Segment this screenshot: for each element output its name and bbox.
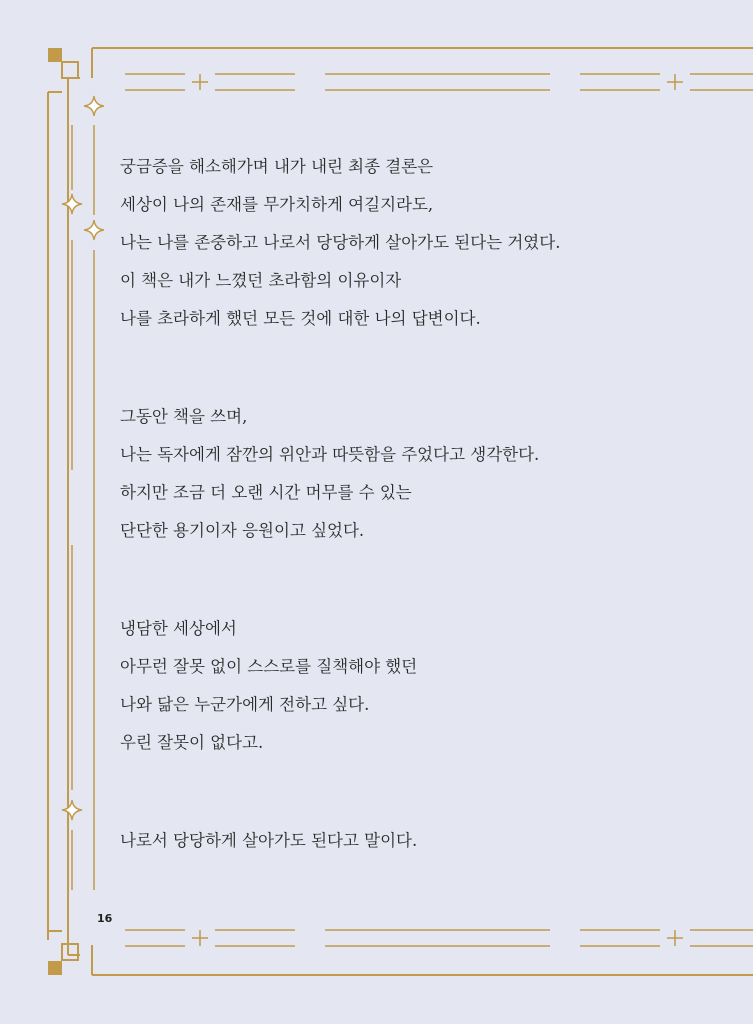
paragraph-gap — [120, 338, 740, 398]
sparkle-star-icon — [84, 96, 104, 116]
text-line: 나를 초라하게 했던 모든 것에 대한 나의 답변이다. — [120, 309, 481, 328]
text-line: 하지만 조금 더 오랜 시간 머무를 수 있는 — [120, 483, 412, 502]
text-line: 나와 닮은 누군가에게 전하고 싶다. — [120, 695, 370, 714]
text-line: 냉담한 세상에서 — [120, 619, 237, 638]
corner-square-bottom — [48, 961, 62, 975]
sparkle-star-icon — [62, 194, 82, 214]
text-line: 단단한 용기이자 응원이고 싶었다. — [120, 521, 365, 540]
body-text — [120, 148, 740, 860]
paragraph — [120, 148, 740, 338]
text-line: 그동안 책을 쓰며, — [120, 407, 248, 426]
paragraph — [120, 610, 740, 762]
corner-square-top — [48, 48, 62, 62]
text-line: 이 책은 내가 느꼈던 초라함의 이유이자 — [120, 271, 402, 290]
text-line: 우린 잘못이 없다고. — [120, 733, 264, 752]
sparkle-star-icon — [84, 220, 104, 240]
paragraph-gap — [120, 762, 740, 822]
text-line: 아무런 잘못 없이 스스로를 질책해야 했던 — [120, 657, 418, 676]
text-line: 나는 독자에게 잠깐의 위안과 따뜻함을 주었다고 생각한다. — [120, 445, 540, 464]
paragraph — [120, 822, 740, 860]
paragraph-gap — [120, 550, 740, 610]
sparkle-star-icon — [62, 800, 82, 820]
page-number: 16 — [97, 912, 113, 925]
text-line: 궁금증을 해소해가며 내가 내린 최종 결론은 — [120, 157, 434, 176]
text-line: 나로서 당당하게 살아가도 된다고 말이다. — [120, 831, 418, 850]
text-line: 나는 나를 존중하고 나로서 당당하게 살아가도 된다는 거였다. — [120, 233, 561, 252]
paragraph — [120, 398, 740, 550]
text-line: 세상이 나의 존재를 무가치하게 여길지라도, — [120, 195, 434, 214]
